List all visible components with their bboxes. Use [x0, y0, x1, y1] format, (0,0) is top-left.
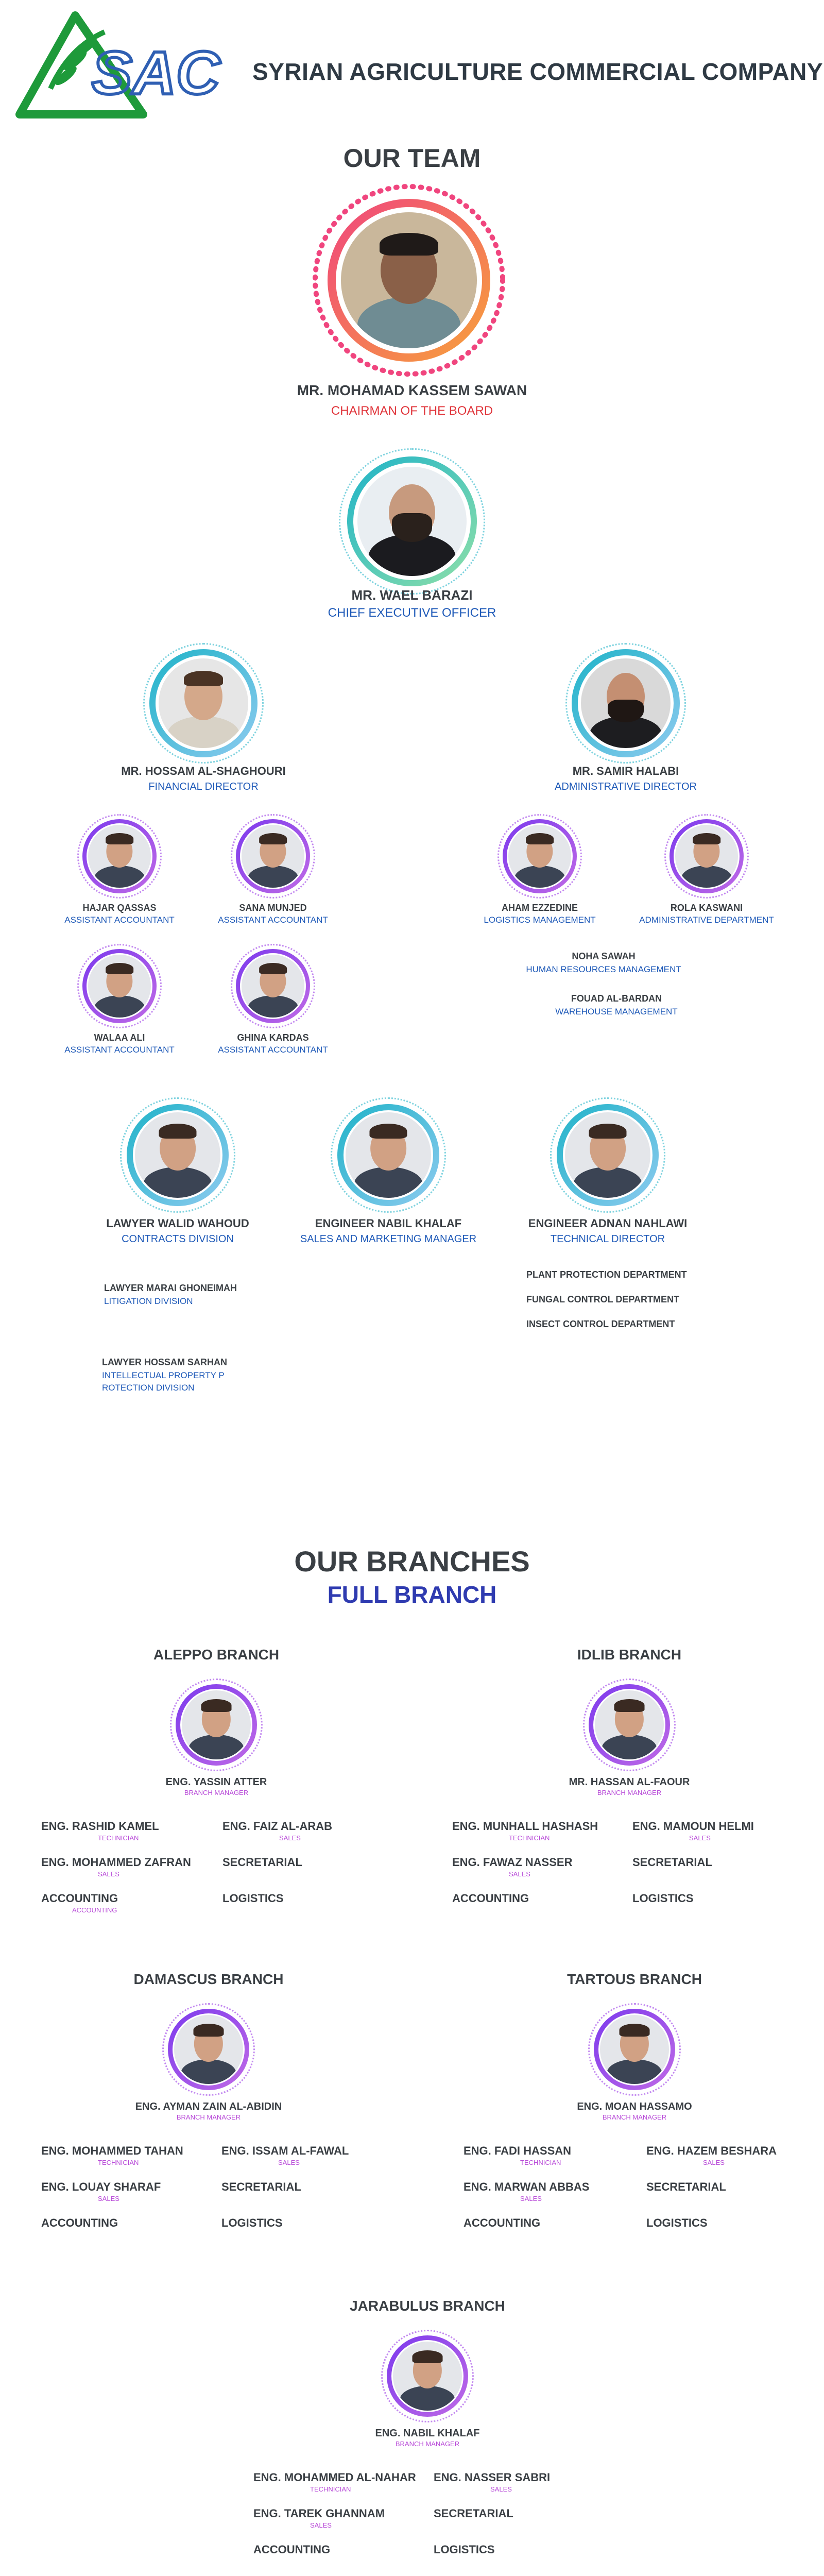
branch-staff-name: LOGISTICS	[632, 1892, 694, 1905]
staff-name: HAJAR QASSAS	[82, 903, 157, 913]
ceo-avatar	[339, 448, 485, 595]
admin-director-name: MR. SAMIR HALABI	[572, 765, 679, 777]
financial-director-name: MR. HOSSAM AL-SHAGHOURI	[121, 765, 286, 777]
branch-staff-name: ACCOUNTING	[41, 1892, 118, 1905]
branch-staff-tag: SALES	[509, 1870, 530, 1878]
branch-staff-name: SECRETARIAL	[434, 2507, 513, 2520]
branch-manager-avatar	[170, 1679, 263, 1771]
logo-mark	[14, 11, 236, 120]
technical-director-role: TECHNICAL DIRECTOR	[550, 1233, 665, 1245]
branch-staff-tag: SALES	[98, 2195, 119, 2202]
company-name: SYRIAN AGRICULTURE COMMERCIAL COMPANY	[252, 58, 823, 85]
branch-staff-name: ENG. MARWAN ABBAS	[464, 2180, 590, 2193]
full-branch-subtitle: FULL BRANCH	[327, 1581, 497, 1608]
branch-staff-tag: SALES	[520, 2195, 542, 2202]
branch-staff-name: ENG. TAREK GHANNAM	[253, 2507, 385, 2520]
branch-manager-name: MR. HASSAN AL-FAOUR	[569, 1776, 690, 1788]
branch-manager-name: ENG. MOAN HASSAMO	[577, 2101, 692, 2112]
staff-role: ASSISTANT ACCOUNTANT	[64, 915, 175, 925]
sales-manager-name: ENGINEER NABIL KHALAF	[315, 1217, 462, 1230]
staff-name: NOHA SAWAH	[572, 951, 636, 961]
branch-manager-tag: BRANCH MANAGER	[602, 2113, 667, 2121]
staff-name: ROLA KASWANI	[670, 903, 743, 913]
staff-role: ASSISTANT ACCOUNTANT	[64, 1045, 175, 1055]
branch-staff-tag: SALES	[490, 2485, 512, 2493]
staff-name: GHINA KARDAS	[237, 1032, 309, 1043]
branch-staff-name: ENG. LOUAY SHARAF	[41, 2180, 161, 2193]
branch-staff-name: LOGISTICS	[646, 2216, 708, 2229]
chairman-name: MR. MOHAMAD KASSEM SAWAN	[297, 382, 527, 398]
company-logo[interactable]	[14, 11, 236, 120]
contracts-head-role: CONTRACTS DIVISION	[122, 1233, 234, 1245]
contracts-head-avatar	[120, 1097, 235, 1213]
branch-staff-name: ACCOUNTING	[464, 2216, 541, 2229]
branch-staff-name: ENG. FADI HASSAN	[464, 2144, 572, 2157]
branch-manager-avatar	[162, 2003, 255, 2096]
admin-director-role: ADMINISTRATIVE DIRECTOR	[555, 781, 697, 792]
staff-avatar	[77, 944, 162, 1028]
branch-staff-name: ACCOUNTING	[452, 1892, 529, 1905]
branch-staff-name: SECRETARIAL	[221, 2180, 301, 2193]
sales-manager-avatar	[331, 1097, 446, 1213]
staff-name: WALAA ALI	[94, 1032, 145, 1043]
admin-director-avatar	[565, 643, 686, 764]
technical-department: FUNGAL CONTROL DEPARTMENT	[526, 1294, 679, 1304]
branch-title: TARTOUS BRANCH	[567, 1971, 702, 1987]
branch-staff-name: ENG. MOHAMMED TAHAN	[41, 2144, 183, 2157]
staff-name: SANA MUNJED	[239, 903, 307, 913]
ceo-name: MR. WAEL BARAZI	[351, 587, 473, 603]
ceo-role: CHIEF EXECUTIVE OFFICER	[328, 606, 496, 620]
branch-staff-name: ENG. FAWAZ NASSER	[452, 1856, 573, 1869]
logo-text: SAC	[92, 39, 220, 107]
branch-staff-name: LOGISTICS	[221, 2216, 283, 2229]
branch-title: DAMASCUS BRANCH	[133, 1971, 284, 1987]
branch-staff-tag: SALES	[703, 2159, 725, 2166]
technical-department: PLANT PROTECTION DEPARTMENT	[526, 1269, 687, 1280]
legal-staff-role: LITIGATION DIVISION	[104, 1296, 193, 1306]
chairman-role: CHAIRMAN OF THE BOARD	[331, 404, 493, 418]
branch-staff-name: ENG. NASSER SABRI	[434, 2471, 551, 2484]
branch-staff-name: ENG. HAZEM BESHARA	[646, 2144, 777, 2157]
branch-staff-tag: SALES	[279, 1834, 301, 1842]
branch-staff-tag: TECHNICIAN	[98, 2159, 139, 2166]
staff-avatar	[77, 814, 162, 899]
branch-staff-name: LOGISTICS	[434, 2543, 495, 2556]
staff-avatar	[231, 944, 315, 1028]
branch-title: ALEPPO BRANCH	[153, 1647, 280, 1663]
staff-name: FOUAD AL-BARDAN	[571, 993, 662, 1004]
branch-staff-name: ACCOUNTING	[253, 2543, 331, 2556]
sales-manager-role: SALES AND MARKETING MANAGER	[300, 1233, 477, 1245]
staff-role: WAREHOUSE MANAGEMENT	[555, 1007, 678, 1016]
technical-director-avatar	[550, 1097, 665, 1213]
branch-staff-tag: TECHNICIAN	[310, 2485, 351, 2493]
branch-title: JARABULUS BRANCH	[350, 2298, 505, 2314]
branch-staff-name: SECRETARIAL	[646, 2180, 726, 2193]
branch-staff-name: ENG. MUNHALL HASHASH	[452, 1820, 598, 1833]
branch-manager-avatar	[583, 1679, 676, 1771]
branch-manager-avatar	[588, 2003, 681, 2096]
legal-staff-name: LAWYER HOSSAM SARHAN	[102, 1357, 228, 1367]
branches-title: OUR BRANCHES	[294, 1545, 530, 1578]
branch-staff-name: ENG. MOHAMMED ZAFRAN	[41, 1856, 191, 1869]
financial-director-role: FINANCIAL DIRECTOR	[148, 781, 259, 792]
branch-manager-tag: BRANCH MANAGER	[176, 2113, 241, 2121]
legal-staff-role: INTELLECTUAL PROPERTY P	[102, 1370, 225, 1380]
branch-manager-name: ENG. YASSIN ATTER	[165, 1776, 267, 1788]
branch-staff-tag: SALES	[98, 1870, 119, 1878]
branch-staff-name: ENG. MOHAMMED AL-NAHAR	[253, 2471, 416, 2484]
technical-director-name: ENGINEER ADNAN NAHLAWI	[528, 1217, 688, 1230]
branch-staff-tag: SALES	[689, 1834, 711, 1842]
branch-manager-avatar	[381, 2330, 474, 2422]
branch-manager-tag: BRANCH MANAGER	[597, 1789, 662, 1797]
branch-staff-name: SECRETARIAL	[222, 1856, 302, 1869]
branch-staff-tag: SALES	[310, 2521, 332, 2529]
team-title: OUR TEAM	[343, 144, 481, 173]
chairman-avatar	[311, 182, 507, 378]
branch-staff-name: ENG. ISSAM AL-FAWAL	[221, 2144, 349, 2157]
staff-role: HUMAN RESOURCES MANAGEMENT	[526, 964, 681, 974]
staff-role: LOGISTICS MANAGEMENT	[484, 915, 596, 925]
staff-role: ASSISTANT ACCOUNTANT	[218, 915, 328, 925]
branch-staff-tag: TECHNICIAN	[509, 1834, 550, 1842]
staff-avatar	[664, 814, 749, 899]
branch-manager-name: ENG. NABIL KHALAF	[375, 2428, 480, 2439]
legal-staff-role-continued: ROTECTION DIVISION	[102, 1383, 195, 1393]
branch-staff-name: ENG. RASHID KAMEL	[41, 1820, 159, 1833]
branch-staff-tag: TECHNICIAN	[98, 1834, 139, 1842]
legal-staff-name: LAWYER MARAI GHONEIMAH	[104, 1283, 237, 1293]
branch-staff-tag: SALES	[278, 2159, 300, 2166]
staff-role: ADMINISTRATIVE DEPARTMENT	[639, 915, 774, 925]
branch-manager-tag: BRANCH MANAGER	[395, 2440, 460, 2448]
branch-manager-name: ENG. AYMAN ZAIN AL-ABIDIN	[135, 2101, 282, 2112]
branch-staff-tag: TECHNICIAN	[520, 2159, 561, 2166]
financial-director-avatar	[143, 643, 264, 764]
contracts-head-name: LAWYER WALID WAHOUD	[106, 1217, 249, 1230]
staff-avatar	[497, 814, 582, 899]
branch-staff-name: LOGISTICS	[222, 1892, 284, 1905]
staff-role: ASSISTANT ACCOUNTANT	[218, 1045, 328, 1055]
branch-staff-name: SECRETARIAL	[632, 1856, 712, 1869]
branch-manager-tag: BRANCH MANAGER	[184, 1789, 249, 1797]
branch-staff-name: ACCOUNTING	[41, 2216, 118, 2229]
branch-title: IDLIB BRANCH	[577, 1647, 682, 1663]
technical-department: INSECT CONTROL DEPARTMENT	[526, 1319, 675, 1329]
staff-name: AHAM EZZEDINE	[502, 903, 578, 913]
branch-staff-name: ENG. FAIZ AL-ARAB	[222, 1820, 333, 1833]
branch-staff-tag: ACCOUNTING	[72, 1906, 117, 1914]
branch-staff-name: ENG. MAMOUN HELMI	[632, 1820, 754, 1833]
staff-avatar	[231, 814, 315, 899]
